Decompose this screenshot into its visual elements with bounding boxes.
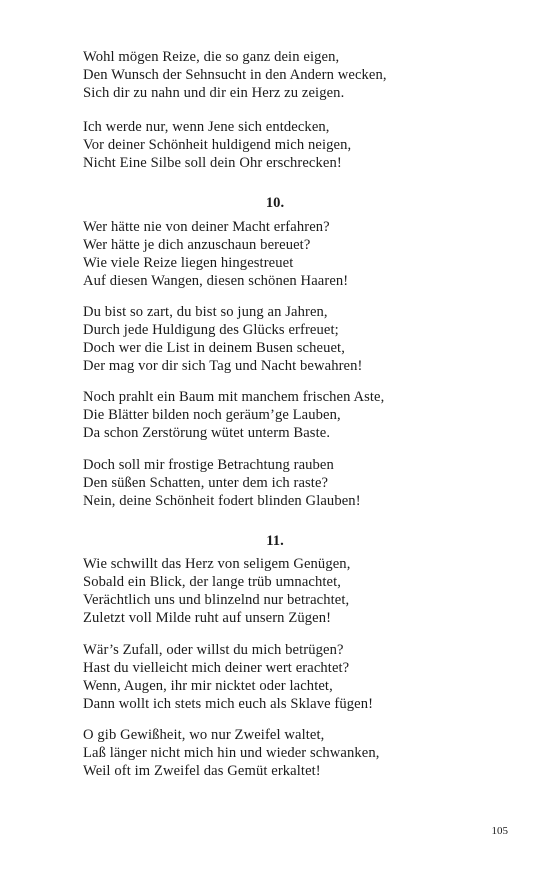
verse-line: Wohl mögen Reize, die so ganz dein eigen, [83,49,340,65]
verse-line: Weil oft im Zweifel das Gemüt erkaltet! [83,763,321,779]
verse-line: Du bist so zart, du bist so jung an Jahren, [83,304,328,320]
verse-line: Wenn, Augen, ihr mir nicktet oder lachtet, [83,678,333,694]
verse-line: Die Blätter bilden noch geräum’ge Lauben, [83,407,341,423]
verse-line: Den süßen Schatten, unter dem ich raste? [83,475,329,491]
verse-line: Ich werde nur, wenn Jene sich entdecken, [83,119,330,135]
verse-line: Sich dir zu nahn und dir ein Herz zu zeigen. [83,85,345,101]
verse-line: Verächtlich uns und blinzelnd nur betrachtet, [83,592,350,608]
verse-line: Hast du vielleicht mich deiner wert erachtet? [83,660,350,676]
verse-line: Nein, deine Schönheit fodert blinden Glauben! [83,493,361,509]
verse-line: Dann wollt ich stets mich euch als Sklave fügen! [83,696,374,712]
verse-line: Laß länger nicht mich hin und wieder schwanken, [83,745,380,761]
stanza-continued-1 [83,48,523,102]
verse-line: Wer hätte je dich anzuschaun bereuet? [83,237,311,253]
verse-line: Sobald ein Blick, der lange trüb umnachtet, [83,574,342,590]
sonnet-11-quatrain-1 [83,555,523,627]
verse-line: Da schon Zerstörung wütet unterm Baste. [83,425,331,441]
sonnet-number-heading: 11. [266,533,284,549]
verse-line: Nicht Eine Silbe soll dein Ohr erschrecken! [83,155,342,171]
sonnet-10-quatrain-2 [83,303,523,375]
verse-line: Zuletzt voll Milde ruht auf unsern Zügen! [83,610,332,626]
sonnet-10-tercet-2 [83,456,523,510]
verse-line: Vor deiner Schönheit huldigend mich neigen, [83,137,352,153]
stanza-continued-2 [83,118,523,172]
verse-line: Auf diesen Wangen, diesen schönen Haaren! [83,273,349,289]
verse-line: Wer hätte nie von deiner Macht erfahren? [83,219,330,235]
sonnet-11-tercet-1 [83,726,523,780]
verse-line: Den Wunsch der Sehnsucht in den Andern wecken, [83,67,387,83]
verse-line: Noch prahlt ein Baum mit manchem frischen Aste, [83,389,385,405]
verse-line: Der mag vor dir sich Tag und Nacht bewahren! [83,358,363,374]
verse-line: Wie viele Reize liegen hingestreuet [83,255,294,271]
sonnet-10-quatrain-1 [83,218,523,290]
sonnet-11-quatrain-2 [83,641,523,713]
verse-line: Doch wer die List in deinem Busen scheuet, [83,340,345,356]
sonnet-10-tercet-1 [83,388,523,442]
page-number: 105 [491,825,508,837]
verse-line: Wie schwillt das Herz von seligem Genügen, [83,556,351,572]
verse-line: Wär’s Zufall, oder willst du mich betrügen? [83,642,344,658]
verse-line: Doch soll mir frostige Betrachtung rauben [83,457,334,473]
sonnet-number-heading: 10. [265,195,285,211]
verse-line: Durch jede Huldigung des Glücks erfreuet; [83,322,339,338]
verse-line: O gib Gewißheit, wo nur Zweifel waltet, [83,727,325,743]
